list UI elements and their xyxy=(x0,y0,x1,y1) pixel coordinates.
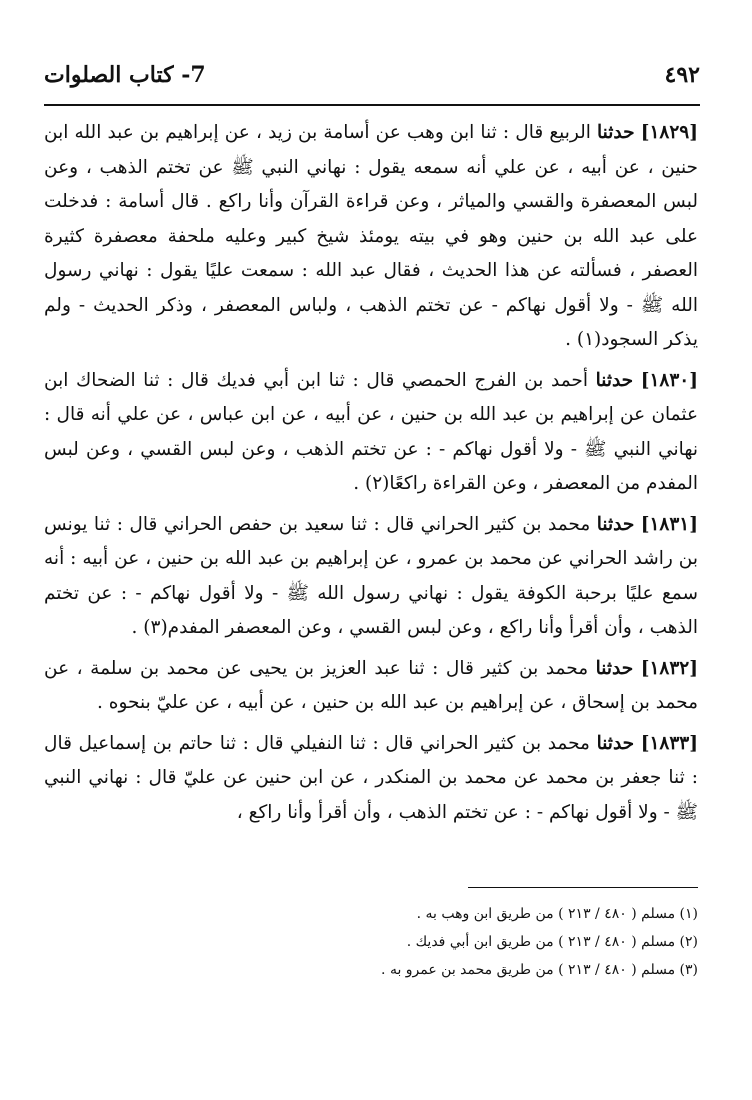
hadith-1830 xyxy=(44,364,698,502)
hadith-opening: حدثنا xyxy=(595,369,634,391)
hadith-text: محمد بن كثير الحراني قال : ثنا سعيد بن حفص الحراني قال : ثنا يونس بن راشد الحراني عن محمد بن عمرو ، عن إبراهيم بن عبد الله بن حنين ، عن أبيه : أنه سمع عليًا برحبة الكوفة يقول : نهاني رسول الله ﷺ - ولا أقول نهاكم - : عن تختم الذهب ، وأن أقرأ وأنا راكع ، وعن لبس القسي ، وعن المعصفر المفدم(٣) . xyxy=(44,513,698,638)
footnote-3: (٣) مسلم ( ٤٨٠ / ٢١٣ ) من طريق محمد بن عمرو به . xyxy=(381,962,698,978)
chapter-title: 7- كتاب الصلوات xyxy=(44,62,206,88)
footnote-1: (١) مسلم ( ٤٨٠ / ٢١٣ ) من طريق ابن وهب به . xyxy=(416,906,698,922)
hadith-number: [١٨٣٠] xyxy=(640,369,698,391)
footnotes xyxy=(44,900,698,984)
page-header xyxy=(44,60,700,106)
hadith-1833 xyxy=(44,727,698,831)
hadith-number: [١٨٣٢] xyxy=(640,657,698,679)
hadith-1829 xyxy=(44,116,698,358)
hadith-opening: حدثنا xyxy=(595,657,634,679)
hadith-1831 xyxy=(44,508,698,646)
hadith-opening: حدثنا xyxy=(596,513,635,535)
hadith-1832 xyxy=(44,652,698,721)
footnote-divider xyxy=(468,887,698,888)
hadith-text: الربيع قال : ثنا ابن وهب عن أسامة بن زيد ، عن إبراهيم بن عبد الله ابن حنين ، عن أبيه ، عن علي أنه سمعه يقول : نهاني النبي ﷺ عن تختم الذهب ، وعن لبس المعصفرة والقسي والمياثر ، وعن قراءة القرآن وأنا راكع . قال أسامة : فدخلت على عبد الله بن حنين وهو في بيته يومئذ شيخ كبير وعليه ملحفة معصفرة كثيرة العصفر ، فسألته عن هذا الحديث ، فقال عبد الله : سمعت عليًا يقول : نهاني رسول الله ﷺ - ولا أقول نهاكم - عن تختم الذهب ، ولباس المعصفر ، وذكر الحديث - ولم يذكر السجود(١) . xyxy=(44,122,698,350)
hadith-opening: حدثنا xyxy=(597,122,635,143)
page-number: ٤٩٢ xyxy=(664,62,700,88)
footnote-2: (٢) مسلم ( ٤٨٠ / ٢١٣ ) من طريق ابن أبي فديك . xyxy=(406,934,698,950)
hadith-text: محمد بن كثير قال : ثنا عبد العزيز بن يحيى عن محمد بن سلمة ، عن محمد بن إسحاق ، عن إبراهيم بن عبد الله بن حنين ، عن أبيه ، عن عليّ بنحوه . xyxy=(44,657,698,713)
hadith-opening: حدثنا xyxy=(596,732,635,754)
hadith-number: [١٨٣١] xyxy=(640,513,698,535)
hadith-number: [١٨٣٣] xyxy=(640,732,698,754)
hadith-text: أحمد بن الفرج الحمصي قال : ثنا ابن أبي فديك قال : ثنا الضحاك ابن عثمان عن إبراهيم بن عبد الله بن حنين ، عن أبيه ، عن ابن عباس ، عن علي أنه قال : نهاني النبي ﷺ - ولا أقول نهاكم - : عن تختم الذهب ، وعن لبس القسي ، وعن لبس المفدم من المعصفر ، وعن القراءة راكعًا(٢) . xyxy=(44,369,698,494)
hadith-text: محمد بن كثير الحراني قال : ثنا النفيلي قال : ثنا حاتم بن إسماعيل قال : ثنا جعفر بن محمد عن محمد بن المنكدر ، عن ابن حنين عن عليّ قال : نهاني النبي ﷺ - ولا أقول نهاكم - : عن تختم الذهب ، وأن أقرأ وأنا راكع ، xyxy=(44,732,698,823)
main-text xyxy=(44,116,698,836)
hadith-number: [١٨٢٩] xyxy=(640,122,698,143)
